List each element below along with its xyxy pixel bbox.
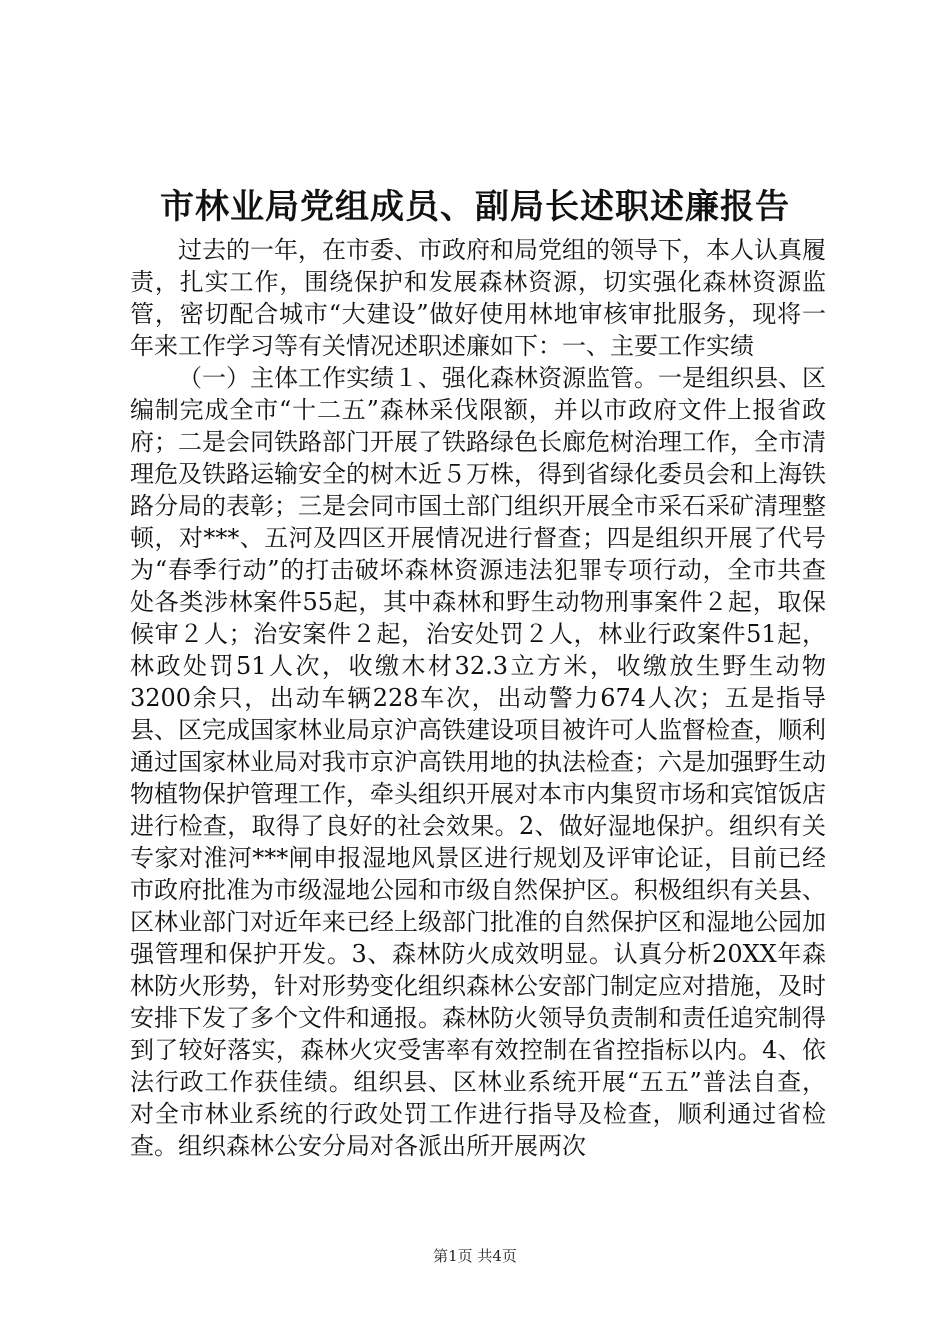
paragraph-intro: 过去的一年，在市委、市政府和局党组的领导下，本人认真履责，扎实工作，围绕保护和发展森林资源，切实强化森林资源监管，密切配合城市“大建设”做好使用林地审核审批服务，现将一年来工作学习等有关情况述职述廉如下：一、主要工作实绩 <box>130 236 826 360</box>
paragraph-main-achievements: （一）主体工作实绩１、强化森林资源监管。一是组织县、区编制完成全市“十二五”森林采伐限额，并以市政府文件上报省政府；二是会同铁路部门开展了铁路绿色长廊危树治理工作，全市清理危及铁路运输安全的树木近５万株，得到省绿化委员会和上海铁路分局的表彰；三是会同市国土部门组织开展全市采石采矿清理整顿，对***、五河及四区开展情况进行督查；四是组织开展了代号为“春季行动”的打击破坏森林资源违法犯罪专项行动，全市共查处各类涉林案件55起，其中森林和野生动物刑事案件２起，取保候审２人；治安案件２起，治安处罚２人，林业行政案件51起，林政处罚51人次，收缴木材32.3立方米，收缴放生野生动物3200余只，出动车辆228车次，出动警力674人次；五是指导县、区完成国家林业局京沪高铁建设项目被许可人监督检查，顺利通过国家林业局对我市京沪高铁用地的执法检查；六是加强野生动物植物保护管理工作，牵头组织开展对本市内集贸市场和宾馆饭店进行检查，取得了良好的社会效果。2、做好湿地保护。组织有关专家对淮河***闸申报湿地风景区进行规划及评审论证，目前已经市政府批准为市级湿地公园和市级自然保护区。积极组织有关县、区林业部门对近年来已经上级部门批准的自然保护区和湿地公园加强管理和保护开发。3、森林防火成效明显。认真分析20XX年森林防火形势，针对形势变化组织森林公安部门制定应对措施，及时安排下发了多个文件和通报。森林防火领导负责制和责任追究制得到了较好落实，森林火灾受害率有效控制在省控指标以内。4、依法行政工作获佳绩。组织县、区林业系统开展“五五”普法自查，对全市林业系统的行政处罚工作进行指导及检查，顺利通过省检查。组织森林公安分局对各派出所开展两次 <box>130 364 826 1160</box>
document-body <box>130 234 826 1162</box>
document-title: 市林业局党组成员、副局长述职述廉报告 <box>160 187 790 227</box>
page-number-footer: 第1页 共4页 <box>433 1247 517 1265</box>
